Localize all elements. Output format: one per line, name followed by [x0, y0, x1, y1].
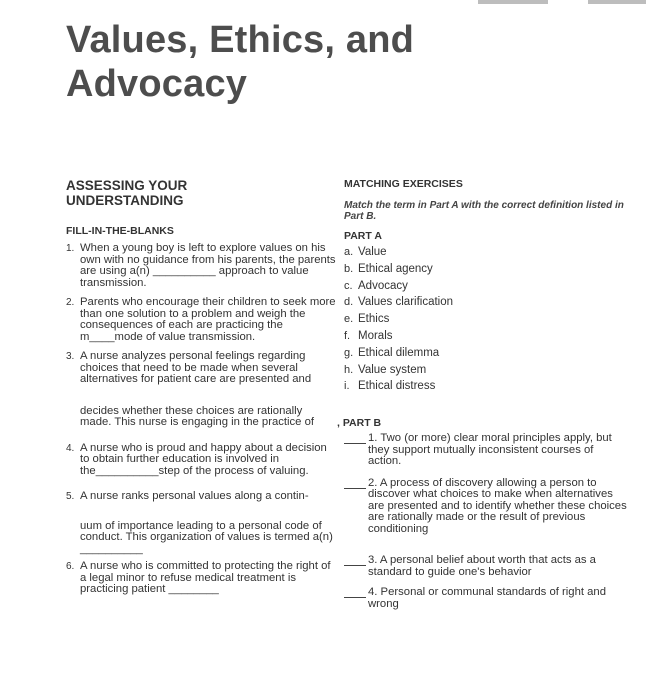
question-text: When a young boy is left to explore values on his own with no guidance from his parents, the parents are using a(n) __________ approach to value transmission.	[80, 242, 336, 289]
term-item	[344, 345, 629, 362]
term-letter: e.	[344, 313, 354, 326]
term-text: Advocacy	[358, 279, 408, 292]
page-title-line: Values, Ethics, and	[66, 19, 415, 61]
question-text: uum of importance leading to a personal code of conduct. This organization of values is termed a(n) __________	[80, 519, 333, 555]
part-b-list	[344, 433, 629, 610]
definition-item	[344, 555, 629, 578]
term-item	[344, 328, 629, 345]
term-item	[344, 294, 629, 311]
term-letter: i.	[344, 380, 350, 393]
question-item	[66, 491, 336, 503]
term-item	[344, 261, 629, 278]
matching-instructions: Match the term in Part A with the correct definition listed in Part B.	[344, 200, 624, 222]
term-text: Morals	[358, 329, 393, 342]
term-letter: h.	[344, 363, 354, 376]
question-item-continued	[66, 521, 336, 556]
section-heading-line: ASSESSING YOUR	[66, 178, 188, 193]
question-item	[66, 443, 336, 478]
term-item	[344, 278, 629, 295]
question-text: A nurse who is committed to protecting the right of a legal minor to refuse medical treatment is practicing patient ________	[80, 560, 331, 595]
top-edge-bar	[478, 0, 548, 4]
question-number: 6.	[66, 561, 75, 572]
definition-item	[344, 478, 629, 536]
matching-heading: MATCHING EXERCISES	[344, 178, 463, 190]
term-text: Ethical distress	[358, 380, 436, 393]
answer-blank[interactable]	[344, 555, 366, 566]
question-number	[66, 521, 80, 556]
question-number: 3.	[66, 351, 75, 362]
answer-blank[interactable]	[344, 433, 366, 444]
definition-text: 3. A personal belief about worth that acts as a standard to guide one's behavior	[368, 554, 596, 578]
top-edge-bar	[588, 0, 646, 4]
definition-item	[344, 433, 629, 468]
question-item-continued	[66, 406, 336, 429]
term-item	[344, 378, 629, 395]
section-heading	[66, 178, 336, 208]
term-text: Ethical dilemma	[358, 346, 440, 359]
matching-section	[337, 178, 629, 610]
fill-in-subheading: FILL-IN-THE-BLANKS	[66, 225, 174, 237]
term-item	[344, 244, 629, 261]
term-letter: a.	[344, 246, 354, 258]
part-a-label: PART A	[344, 230, 382, 242]
answer-blank[interactable]	[344, 587, 366, 598]
term-item	[344, 362, 629, 379]
definition-item	[344, 587, 629, 610]
question-item	[66, 561, 336, 596]
answer-blank[interactable]	[344, 478, 366, 489]
page-title-line: Advocacy	[66, 63, 248, 105]
question-text: A nurse analyzes personal feelings regarding choices that need to be made when several alternatives for patient care are presented and	[80, 350, 312, 385]
term-letter: d.	[344, 296, 354, 309]
question-text: Parents who encourage their children to seek more than one solution to a problem and weigh the consequences of each are practicing the m____mode of value transmission.	[80, 296, 336, 343]
part-a-list	[344, 244, 629, 395]
question-text: A nurse who is proud and happy about a decision to obtain further education is involved in the__________step of the process of valuing.	[80, 441, 327, 477]
question-item	[66, 297, 336, 343]
definition-text: 2. A process of discovery allowing a person to discover what choices to make when alternatives are presented and to identify whether these choices are rationally made or the result of previous conditioning	[368, 476, 627, 535]
term-text: Value system	[358, 363, 427, 376]
question-number: 2.	[66, 297, 75, 308]
question-item	[66, 351, 336, 386]
question-text: decides whether these choices are rationally made. This nurse is engaging in the practice of	[80, 404, 315, 428]
term-letter: c.	[344, 279, 353, 292]
question-item	[66, 243, 336, 289]
question-number	[66, 406, 80, 429]
part-b-label: , PART B	[337, 417, 382, 430]
term-text: Value	[358, 246, 387, 258]
term-text: Values clarification	[358, 296, 454, 309]
term-text: Ethical agency	[358, 262, 433, 275]
question-number: 1.	[66, 243, 75, 254]
term-letter: b.	[344, 262, 354, 275]
question-number: 4.	[66, 442, 75, 454]
section-heading-line: UNDERSTANDING	[66, 193, 184, 208]
question-number: 5.	[66, 491, 75, 502]
fill-in-section	[66, 178, 336, 596]
term-letter: g.	[344, 346, 354, 359]
question-text: A nurse ranks personal values along a contin-	[80, 490, 309, 502]
term-item	[344, 311, 629, 328]
definition-text: 4. Personal or communal standards of right and wrong	[368, 586, 606, 610]
term-letter: f.	[344, 329, 351, 342]
page-title	[66, 18, 414, 106]
definition-text: 1. Two (or more) clear moral principles apply, but they support mutually inconsistent courses of action.	[368, 432, 612, 468]
term-text: Ethics	[358, 313, 390, 326]
